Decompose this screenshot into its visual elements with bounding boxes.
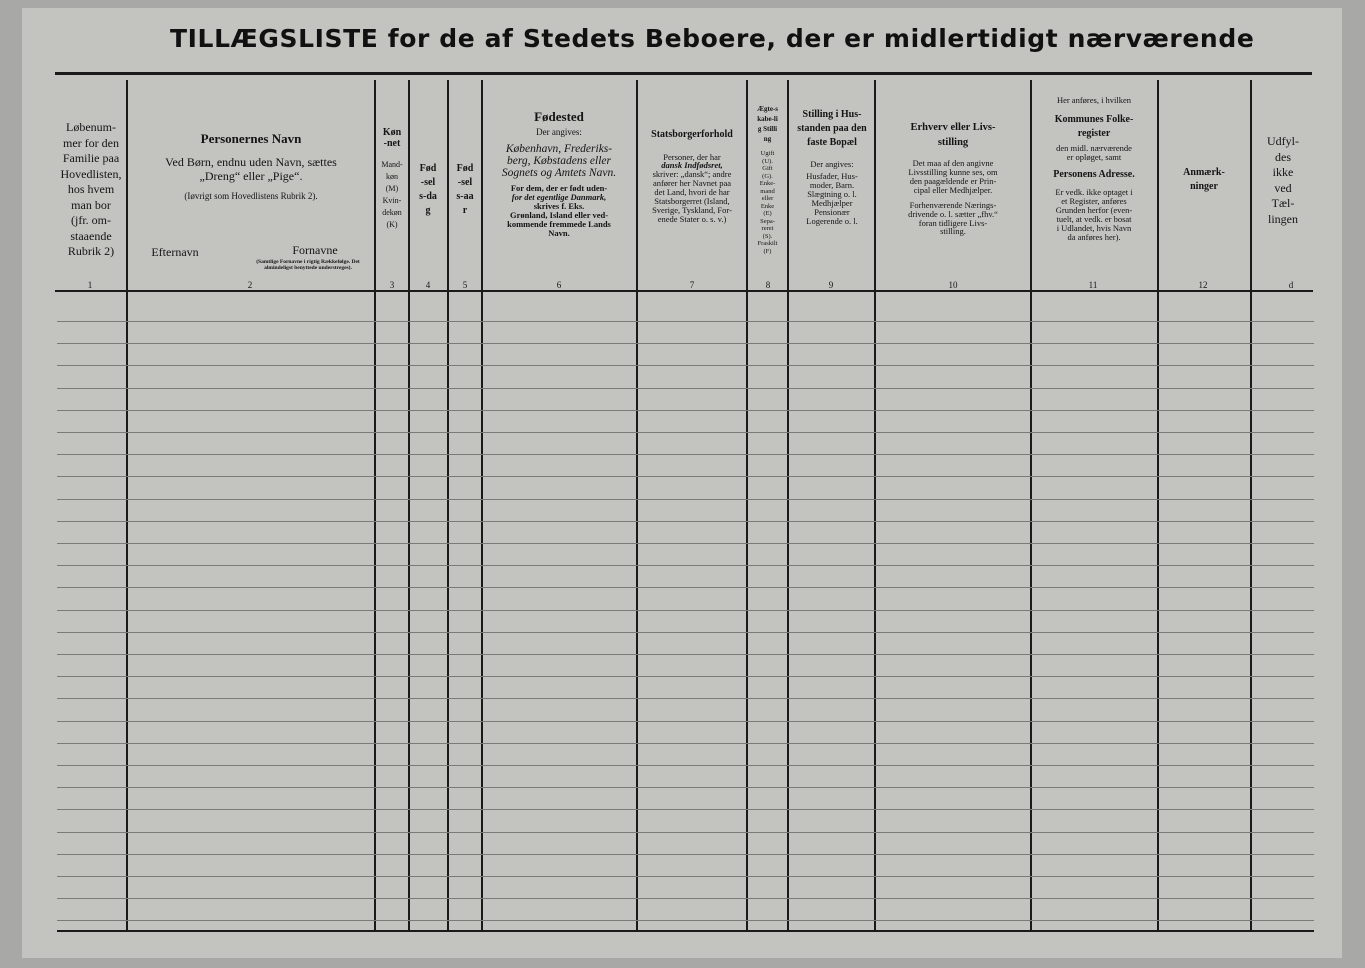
col9-heading: Stilling i Hus-standen paa den faste Bopæl (797, 109, 867, 148)
ruled-line (57, 721, 1314, 722)
col4-header (412, 162, 444, 218)
col10-number: 10 (948, 280, 958, 290)
ruled-line (57, 587, 1314, 588)
col7-line: Sverige, Tyskland, For- (652, 205, 732, 216)
col8-header (749, 104, 786, 255)
ruled-line (57, 454, 1314, 455)
ruled-line (57, 920, 1314, 921)
cold-header (1253, 134, 1313, 227)
col11-line: et Register, anføres (1061, 196, 1127, 207)
col11-heading: Kommunes Folke-register (1054, 113, 1134, 139)
ruled-line (57, 499, 1314, 500)
col11-mid: den midl. nærværende (1056, 142, 1132, 153)
col11-line: da anføres her). (1067, 231, 1121, 242)
col-divider-11 (1157, 80, 1159, 932)
col2-header (130, 132, 372, 201)
col8-line: Enke- (759, 180, 776, 187)
ruled-line (57, 743, 1314, 744)
col5-header (450, 162, 480, 218)
col6-line: For dem, der er født uden- (510, 183, 608, 194)
col-divider-3 (408, 80, 410, 932)
col8-line: Gift (762, 165, 773, 172)
col12-header (1160, 166, 1248, 194)
col8-line: Enke (760, 202, 775, 210)
col9-line: moder, Barn. (809, 179, 855, 190)
col3-line: Mand- (381, 160, 403, 169)
col7-line: Personer, der har (663, 151, 721, 162)
ruled-line (57, 476, 1314, 477)
col7-line: skriver: „dansk“; andre (652, 169, 732, 180)
cold-line: ikke (1272, 165, 1294, 179)
col8-line: (U). (762, 157, 773, 165)
col-divider-10 (1030, 80, 1032, 932)
col2-surname-label: Efternavn (151, 245, 199, 259)
col10-heading: Erhverv eller Livs-stilling (910, 122, 996, 148)
col2-firstnames-label: Fornavne (292, 243, 338, 257)
cold-line: Tæl- (1271, 196, 1295, 210)
ruled-line (57, 343, 1314, 344)
col5-heading: Fød-sels-aar (456, 163, 474, 216)
col6-line: for det egentlige Danmark, (511, 192, 607, 203)
col1-line: Rubrik 2) (67, 244, 115, 258)
col2-text: (Iøvrigt som Hovedlistens Rubrik 2). (184, 190, 318, 201)
col1-line: staaende (70, 228, 112, 243)
col6-line: Grønland, Island eller ved- (509, 210, 609, 221)
col10-line: cipal eller Medhjælper. (913, 184, 993, 195)
col9-line: Medhjælper (811, 197, 853, 208)
ruled-line (57, 698, 1314, 699)
ruled-line (57, 765, 1314, 766)
col8-heading: Ægte-skabe-lig Stilling (757, 105, 778, 143)
col11-mid: er opløget, samt (1066, 151, 1122, 162)
col9-line: Logerende o. l. (806, 215, 858, 226)
col7-line: det Land, hvori de har (654, 187, 730, 198)
ruled-line (57, 565, 1314, 566)
col9-number: 9 (828, 280, 834, 290)
col-divider-5 (481, 80, 483, 932)
col-divider-7 (746, 80, 748, 932)
col1-line: (jfr. om- (71, 213, 111, 227)
col10-line: Forhenværende Nærings- (909, 199, 997, 210)
col3-line: dekøn (382, 208, 402, 217)
col1-line: man bor (71, 197, 111, 212)
col6-line: Navn. (548, 227, 570, 238)
ruled-line (57, 432, 1314, 433)
col-divider-4 (447, 80, 449, 932)
col2-heading: Personernes Navn (200, 131, 302, 146)
col10-line: Det maa af den angivne (912, 158, 994, 168)
ruled-line (57, 388, 1314, 389)
ruled-line (57, 832, 1314, 833)
col6-line: kommende fremmede Lands (507, 218, 611, 229)
col3-line: Kvin- (382, 196, 402, 205)
col8-line: (G). (762, 172, 773, 180)
col1-header (56, 120, 126, 260)
col3-line: (M) (385, 184, 399, 193)
col8-line: Fraskilt (757, 240, 778, 247)
cold-line: Udfyl- (1267, 134, 1299, 148)
col11-line: i Udlandet, hvis Navn (1056, 222, 1132, 233)
ruled-line (57, 654, 1314, 655)
col8-line: Ugift (760, 150, 775, 157)
col6-line: København, Frederiks- (505, 143, 613, 156)
col2-text: „Dreng“ eller „Pige“. (199, 169, 303, 184)
header-bottom-rule (55, 290, 1313, 292)
col1-line: Hovedlisten, (60, 166, 122, 181)
col9-line: Der angives: (810, 159, 854, 169)
col6-line: berg, Købstadens eller (506, 155, 612, 168)
ruled-line (57, 365, 1314, 366)
col3-line: (K) (386, 220, 398, 229)
col11-line: Er vedk. ikke optaget i (1055, 187, 1133, 198)
col3-line: køn (386, 172, 398, 181)
col2-firstnames-note: (Samtlige Fornavne i rigtig Rækkefølge. Det almindeligst benyttede understreges). (256, 259, 360, 271)
col10-header (878, 120, 1028, 236)
col4-number: 4 (425, 280, 431, 290)
bottom-rule (57, 930, 1314, 932)
col11-line: tuelt, at vedk. er bosat (1056, 214, 1132, 225)
col-divider-6 (636, 80, 638, 932)
cold-line: des (1275, 149, 1291, 164)
col2-number: 2 (247, 280, 253, 290)
col8-line: (F) (763, 247, 772, 255)
col11-number: 11 (1088, 280, 1098, 290)
col6-number: 6 (556, 280, 562, 290)
ruled-line (57, 676, 1314, 677)
col7-line: Statsborgerret (Island, (654, 196, 730, 207)
col7-number: 7 (689, 280, 695, 290)
col-divider-1 (126, 80, 128, 932)
col12-heading: Anmærk-ninger (1183, 167, 1225, 192)
col10-line: drivende o. l. sætter „fhv.“ (908, 208, 998, 219)
col10-line: stilling. (940, 226, 966, 237)
col3-number: 3 (389, 280, 395, 290)
ruled-line (57, 898, 1314, 899)
col9-header (790, 108, 874, 225)
cold-line: ved (1274, 180, 1292, 195)
col11-top: Her anføres, i hvilken (1056, 95, 1132, 105)
col11-heading2: Personens Adresse. (1053, 168, 1135, 180)
col7-header (639, 130, 745, 224)
col1-line: mer for den (63, 135, 119, 150)
col11-line: Grunden herfor (even- (1055, 205, 1133, 216)
col6-line: Sognets og Amtets Navn. (501, 167, 617, 180)
col1-line: Løbenum- (66, 120, 116, 134)
col9-line: Slægtning o. l. (807, 188, 857, 199)
col3-header (376, 128, 408, 231)
col6-line: skrives f. Eks. (533, 201, 585, 212)
col8-line: mand (760, 187, 775, 195)
ruled-line (57, 410, 1314, 411)
ruled-line (57, 876, 1314, 877)
top-rule (55, 72, 1312, 75)
col8-line: (E) (763, 210, 772, 217)
col6-header (484, 110, 634, 238)
col2-text: Ved Børn, endnu uden Navn, sættes (165, 154, 337, 169)
ruled-line (57, 787, 1314, 788)
col1-number: 1 (87, 280, 93, 290)
col7-line: enede Stater o. s. v.) (657, 213, 727, 224)
col10-line: foran tidligere Livs- (918, 217, 988, 228)
col1-line: hos hvem (67, 182, 115, 196)
col8-line: Sepa- (760, 217, 775, 225)
col1-line: Familie paa (62, 151, 120, 165)
cold-line: lingen (1268, 211, 1298, 226)
col3-heading: Køn-net (382, 127, 402, 149)
ruled-line (57, 854, 1314, 855)
col10-line: den paagældende er Prin- (909, 175, 997, 186)
col6-line: Der angives: (536, 126, 582, 137)
col12-number: 12 (1198, 280, 1208, 290)
col7-heading: Statsborgerforhold (651, 129, 733, 140)
col9-line: Husfader, Hus- (806, 170, 858, 181)
col8-line: eller (761, 195, 774, 202)
col10-line: Livsstilling kunne ses, om (908, 166, 998, 177)
col7-line: anfører her Navnet paa (652, 178, 732, 189)
ruled-line (57, 321, 1314, 322)
col4-heading: Fød-sels-dag (419, 163, 437, 216)
col8-line: reret (761, 225, 774, 232)
ruled-line (57, 809, 1314, 810)
col6-heading: Fødested (534, 109, 584, 124)
col5-number: 5 (462, 280, 468, 290)
ruled-line (57, 521, 1314, 522)
col8-line: (S). (762, 232, 773, 240)
ruled-line (57, 543, 1314, 544)
form-title: TILLÆGSLISTE for de af Stedets Beboere, der er midlertidigt nærværende (170, 24, 1255, 53)
col-divider-8 (787, 80, 789, 932)
col8-number: 8 (765, 280, 771, 290)
cold-number: d (1288, 280, 1294, 290)
col11-header (1033, 96, 1155, 242)
col7-line: dansk Indfødsret, (661, 160, 723, 171)
col9-line: Pensionær (814, 206, 850, 217)
col-divider-9 (874, 80, 876, 932)
ruled-line (57, 610, 1314, 611)
ruled-line (57, 632, 1314, 633)
col-divider-12 (1250, 80, 1252, 932)
